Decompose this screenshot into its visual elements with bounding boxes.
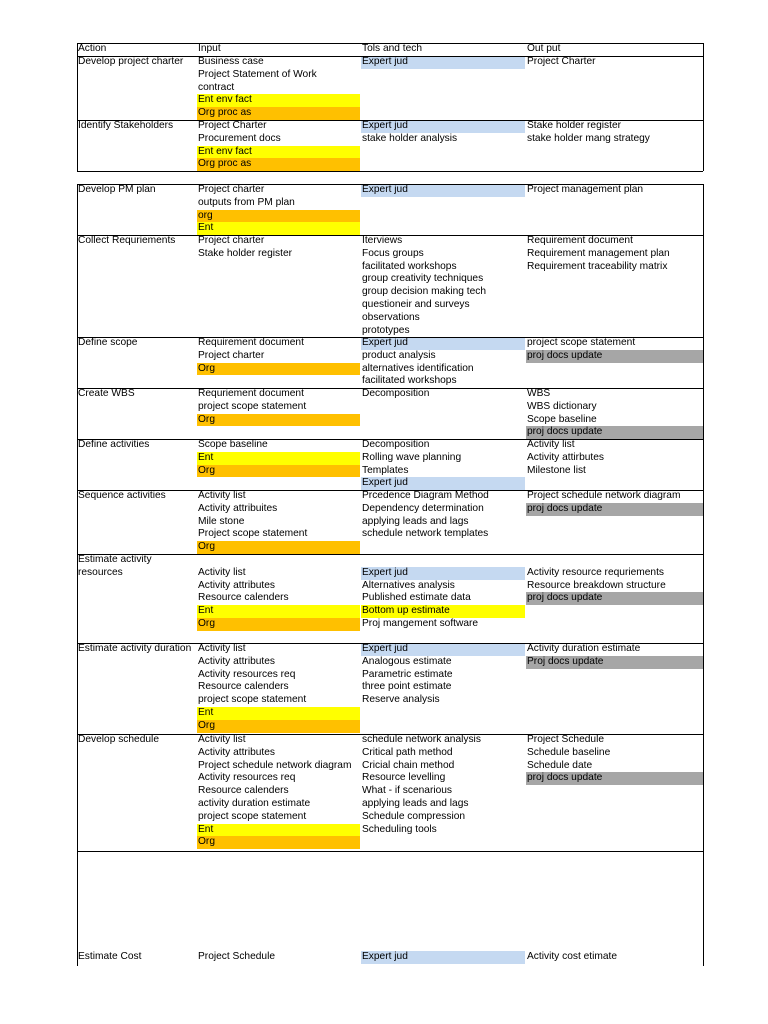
cell-line: Activity attributes <box>198 655 275 667</box>
input-cell <box>197 56 360 120</box>
cell-line: Decomposition <box>362 388 430 399</box>
tools-cell <box>361 951 525 964</box>
grid-vline <box>77 184 78 966</box>
cell-line: WBS dictionary <box>527 400 597 412</box>
action-cell: Define activities <box>78 439 150 450</box>
input-cell <box>197 951 360 964</box>
tools-cell <box>361 554 525 631</box>
table-row <box>77 337 703 388</box>
header-row <box>77 43 703 56</box>
cell-line: project scope statement <box>527 337 636 348</box>
input-cell <box>197 643 360 733</box>
cell-line: Expert jud <box>361 56 525 69</box>
table-row <box>77 554 703 643</box>
cell-line: proj docs update <box>526 592 703 605</box>
cell-line: Proj docs update <box>526 656 703 669</box>
cell-line: Project schedule network diagram <box>198 759 352 771</box>
cell-line: Activity cost etimate <box>527 951 618 962</box>
header-tools: Tols and tech <box>362 43 423 54</box>
input-cell <box>197 184 360 235</box>
cell-line: Project Statement of Work <box>198 68 317 80</box>
grid-hline <box>77 120 703 121</box>
cell-line: Dependency determination <box>362 502 484 514</box>
cell-line: org <box>197 210 360 223</box>
cell-line: Stake holder register <box>198 247 293 259</box>
cell-line: Reserve analysis <box>362 694 440 706</box>
action-cell: Develop schedule <box>78 734 159 745</box>
cell-line: Project charter <box>198 184 265 195</box>
cell-line: Activity list <box>198 734 246 745</box>
table-row <box>77 439 703 490</box>
cell-line: Activity attributes <box>198 746 275 758</box>
input-cell <box>197 120 360 171</box>
cell-line: Activity list <box>527 439 575 450</box>
cell-line: Activity list <box>198 490 246 501</box>
cell-line: proj docs update <box>526 503 703 516</box>
tools-cell <box>361 56 525 69</box>
output-cell <box>526 337 703 363</box>
cell-line: Activity attirbutes <box>527 451 604 463</box>
grid-hline <box>77 643 703 644</box>
cell-line: Templates <box>362 464 409 476</box>
cell-line: Activity resources req <box>198 772 296 784</box>
output-cell <box>526 235 703 273</box>
cell-line: Expert jud <box>361 184 525 197</box>
output-cell <box>526 490 703 516</box>
cell-line: What - if scenarious <box>362 785 453 797</box>
header-input: Input <box>198 43 221 54</box>
input-cell <box>197 388 360 426</box>
grid-hline <box>77 235 703 236</box>
cell-line: Focus groups <box>362 247 424 259</box>
cell-line: schedule network analysis <box>362 734 481 745</box>
tools-cell <box>361 337 525 388</box>
cell-line: Scope baseline <box>198 439 268 450</box>
cell-line: Project Charter <box>198 120 267 131</box>
cell-line: Critical path method <box>362 746 453 758</box>
input-cell <box>197 337 360 375</box>
cell-line: outputs from PM plan <box>198 196 295 208</box>
cell-line: alternatives identification <box>362 362 474 374</box>
cell-line: Resource calenders <box>198 592 289 604</box>
cell-line: prototypes <box>362 324 410 336</box>
cell-line: Org <box>197 465 360 478</box>
cell-line: Milestone list <box>527 464 586 476</box>
cell-line: group creativity techniques <box>362 273 484 285</box>
action-cell: Define scope <box>78 337 138 348</box>
cell-line: Cricial chain method <box>362 759 455 771</box>
grid-hline <box>77 388 703 389</box>
cell-line: applying leads and lags <box>362 515 469 527</box>
action-cell: Sequence activities <box>78 490 166 501</box>
tools-cell <box>361 184 525 197</box>
input-cell <box>197 734 360 849</box>
grid-vline <box>703 184 704 966</box>
input-cell <box>197 235 360 261</box>
cell-line: Ent env fact <box>197 94 360 107</box>
table-row <box>77 184 703 235</box>
cell-line: Activity list <box>198 566 246 578</box>
cell-line: Activity resource requriements <box>527 566 665 578</box>
cell-line <box>197 554 360 567</box>
table-row <box>77 643 703 734</box>
cell-line: Activity list <box>198 643 246 654</box>
cell-line: stake holder mang strategy <box>527 132 650 144</box>
cell-line: Ent <box>197 222 360 235</box>
output-cell <box>526 56 703 69</box>
cell-line: Expert jud <box>361 120 525 133</box>
output-cell <box>526 184 703 197</box>
grid-hline <box>77 851 703 852</box>
cell-line: Requriement document <box>198 388 304 399</box>
output-cell <box>526 388 703 439</box>
tools-cell <box>361 490 525 541</box>
tools-cell <box>361 439 525 490</box>
cell-line: facilitated workshops <box>362 260 457 272</box>
cell-line: Project charter <box>198 349 265 361</box>
action-cell: Create WBS <box>78 388 135 399</box>
action-cell: Estimate activity resources <box>78 554 152 578</box>
table-row <box>77 951 703 966</box>
cell-line: Expert jud <box>361 951 525 964</box>
table-row <box>77 490 703 554</box>
cell-line: questioneir and surveys <box>362 298 470 310</box>
cell-line: Business case <box>198 56 264 67</box>
header-output: Out put <box>527 43 561 54</box>
cell-line: Org <box>197 541 360 554</box>
cell-line: Requirement document <box>527 235 633 246</box>
cell-line: Project charter <box>198 235 265 246</box>
cell-line: Ent <box>197 824 360 837</box>
grid-hline <box>77 43 703 44</box>
cell-line: Ent <box>197 452 360 465</box>
output-cell <box>526 734 703 785</box>
cell-line: Stake holder register <box>527 120 622 131</box>
cell-line: Parametric estimate <box>362 668 453 680</box>
cell-line: Resource calenders <box>198 681 289 693</box>
cell-line: Org <box>197 618 360 631</box>
cell-line: Analogous estimate <box>362 655 452 667</box>
cell-line: Resource breakdown structure <box>527 579 666 591</box>
cell-line: Schedule baseline <box>527 746 611 758</box>
cell-line: proj docs update <box>526 772 703 785</box>
cell-line: Org proc as <box>197 107 360 120</box>
output-cell <box>526 439 703 477</box>
grid-hline <box>77 554 703 555</box>
table-row <box>77 235 703 337</box>
cell-line: Project Schedule <box>527 734 605 745</box>
cell-line: Requirement traceability matrix <box>527 260 668 272</box>
table-row <box>77 120 703 171</box>
header-action: Action <box>78 43 107 54</box>
cell-line: Org <box>197 836 360 849</box>
cell-line: Expert jud <box>361 567 525 580</box>
cell-line: Decomposition <box>362 439 430 450</box>
cell-line <box>526 554 703 567</box>
action-cell: Develop project charter <box>78 56 184 67</box>
cell-line: Rolling wave planning <box>362 451 462 463</box>
output-cell <box>526 120 703 146</box>
cell-line: Scope baseline <box>527 413 597 425</box>
cell-line: Resource levelling <box>362 772 446 784</box>
cell-line: Project Charter <box>527 56 596 67</box>
action-cell: Identify Stakeholders <box>78 120 174 131</box>
cell-line: Iterviews <box>362 235 403 246</box>
action-cell: Estimate Cost <box>78 951 142 962</box>
cell-line: Schedule compression <box>362 810 466 822</box>
cell-line: Org <box>197 720 360 733</box>
action-cell: Collect Requriements <box>78 235 176 246</box>
cell-line: Project Schedule <box>198 951 276 962</box>
table-row <box>77 734 703 851</box>
cell-line: group decision making tech <box>362 286 487 298</box>
grid-hline <box>77 171 703 172</box>
tools-cell <box>361 235 525 337</box>
cell-line: project scope statement <box>198 400 307 412</box>
cell-line: three point estimate <box>362 681 452 693</box>
cell-line: Activity resources req <box>198 668 296 680</box>
output-cell <box>526 951 703 964</box>
cell-line: Org <box>197 363 360 376</box>
cell-line: Proj mangement software <box>362 617 479 629</box>
cell-line: Project schedule network diagram <box>527 490 681 501</box>
cell-line: Mile stone <box>198 515 245 527</box>
grid-vline <box>703 43 704 171</box>
cell-line: facilitated workshops <box>362 375 457 387</box>
input-cell <box>197 439 360 477</box>
cell-line: project scope statement <box>198 694 307 706</box>
input-cell <box>197 490 360 554</box>
cell-line: Requirement management plan <box>527 247 670 259</box>
cell-line: Schedule date <box>527 759 593 771</box>
cell-line: Expert jud <box>361 337 525 350</box>
cell-line: Prcedence Diagram Method <box>362 490 489 501</box>
cell-line: Project management plan <box>527 184 644 195</box>
cell-line: proj docs update <box>526 350 703 363</box>
cell-line: Expert jud <box>361 477 525 490</box>
action-cell: Estimate activity duration <box>78 643 192 654</box>
cell-line: Expert jud <box>361 643 525 656</box>
cell-line: applying leads and lags <box>362 797 469 809</box>
cell-line: product analysis <box>362 349 436 361</box>
cell-line: Org <box>197 414 360 427</box>
cell-line: Org proc as <box>197 158 360 171</box>
cell-line: Procurement docs <box>198 132 281 144</box>
table-row <box>77 56 703 120</box>
tools-cell <box>361 643 525 707</box>
cell-line: Ent <box>197 707 360 720</box>
grid-hline <box>77 56 703 57</box>
grid-vline <box>77 43 78 171</box>
cell-line: Published estimate data <box>362 592 471 604</box>
cell-line: WBS <box>527 388 551 399</box>
cell-line: contract <box>198 81 235 93</box>
cell-line: Resource calenders <box>198 785 289 797</box>
cell-line: Alternatives analysis <box>362 579 455 591</box>
cell-line: Activity duration estimate <box>527 643 641 654</box>
output-cell <box>526 554 703 605</box>
cell-line: Requirement document <box>198 337 304 348</box>
grid-hline <box>77 490 703 491</box>
cell-line <box>361 554 525 567</box>
cell-line: Bottom up estimate <box>361 605 525 618</box>
cell-line: Activity attribuites <box>198 502 278 514</box>
cell-line: activity duration estimate <box>198 797 311 809</box>
table-row <box>77 388 703 439</box>
cell-line: Scheduling tools <box>362 823 437 835</box>
grid-hline <box>77 337 703 338</box>
cell-line: Project scope statement <box>198 528 308 540</box>
cell-line: stake holder analysis <box>362 132 458 144</box>
action-cell: Develop PM plan <box>78 184 156 195</box>
cell-line: Activity attributes <box>198 579 275 591</box>
tools-cell <box>361 388 525 401</box>
grid-hline <box>77 184 703 185</box>
cell-line: Ent <box>197 605 360 618</box>
input-cell <box>197 554 360 631</box>
cell-line: project scope statement <box>198 810 307 822</box>
grid-hline <box>77 439 703 440</box>
cell-line: schedule network templates <box>362 528 489 540</box>
cell-line: Ent env fact <box>197 146 360 159</box>
tools-cell <box>361 120 525 146</box>
output-cell <box>526 643 703 669</box>
tools-cell <box>361 734 525 836</box>
grid-hline <box>77 734 703 735</box>
cell-line: observations <box>362 311 420 323</box>
cell-line: proj docs update <box>526 426 703 439</box>
